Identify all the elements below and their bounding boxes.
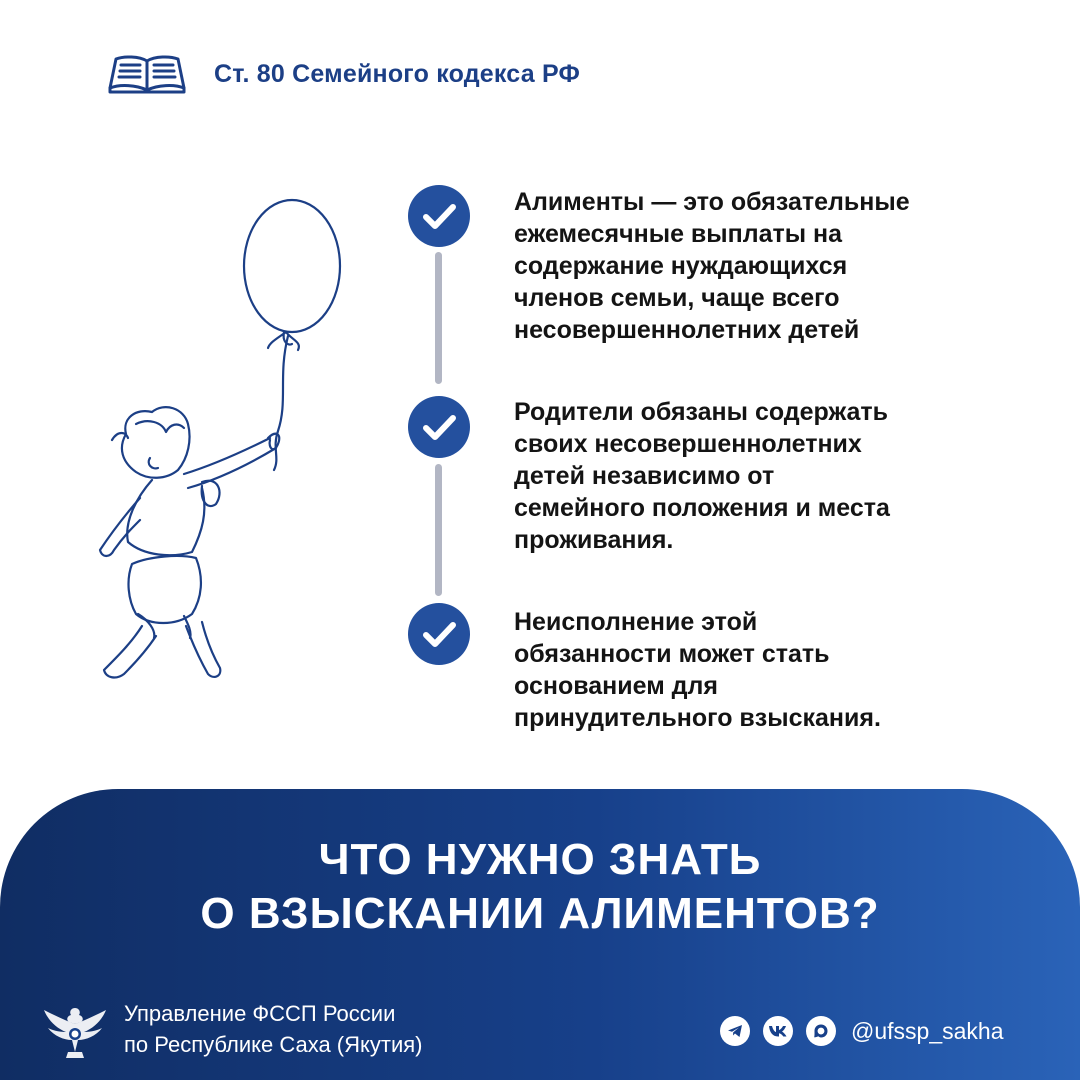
balloon	[244, 200, 340, 332]
header	[106, 52, 580, 96]
checkmark-icon	[408, 185, 470, 247]
organization-block	[40, 994, 422, 1064]
vk-icon[interactable]	[763, 1016, 793, 1046]
banner-title: ЧТО НУЖНО ЗНАТЬ О ВЗЫСКАНИИ АЛИМЕНТОВ?	[200, 835, 880, 938]
info-point-1: Алименты — это обязательные ежемесячные выплаты на содержание нуждающихся членов семьи, чаще всего несовершеннолетних детей	[514, 188, 910, 344]
timeline-connector	[435, 464, 442, 596]
social-handle[interactable]: @ufssp_sakha	[851, 1017, 1004, 1044]
open-book-icon	[106, 52, 188, 96]
telegram-icon[interactable]	[720, 1016, 750, 1046]
info-point-3: Неисполнение этой обязанности может стать основанием для принудительного взыскания.	[514, 608, 881, 732]
page-title: Ст. 80 Семейного кодекса РФ	[214, 59, 581, 88]
child-with-balloon-illustration	[92, 186, 372, 696]
checkmark-icon	[408, 396, 470, 458]
timeline-connector	[435, 252, 442, 384]
max-messenger-icon[interactable]	[806, 1016, 836, 1046]
info-point-2: Родители обязаны содержать своих несовершеннолетних детей независимо от семейного положения и места проживания.	[514, 398, 890, 554]
organization-name: Управление ФССП России по Республике Саха (Якутия)	[124, 1001, 423, 1057]
social-links	[720, 1016, 1004, 1046]
eagle-emblem-icon	[40, 994, 110, 1064]
checkmark-icon	[408, 603, 470, 665]
